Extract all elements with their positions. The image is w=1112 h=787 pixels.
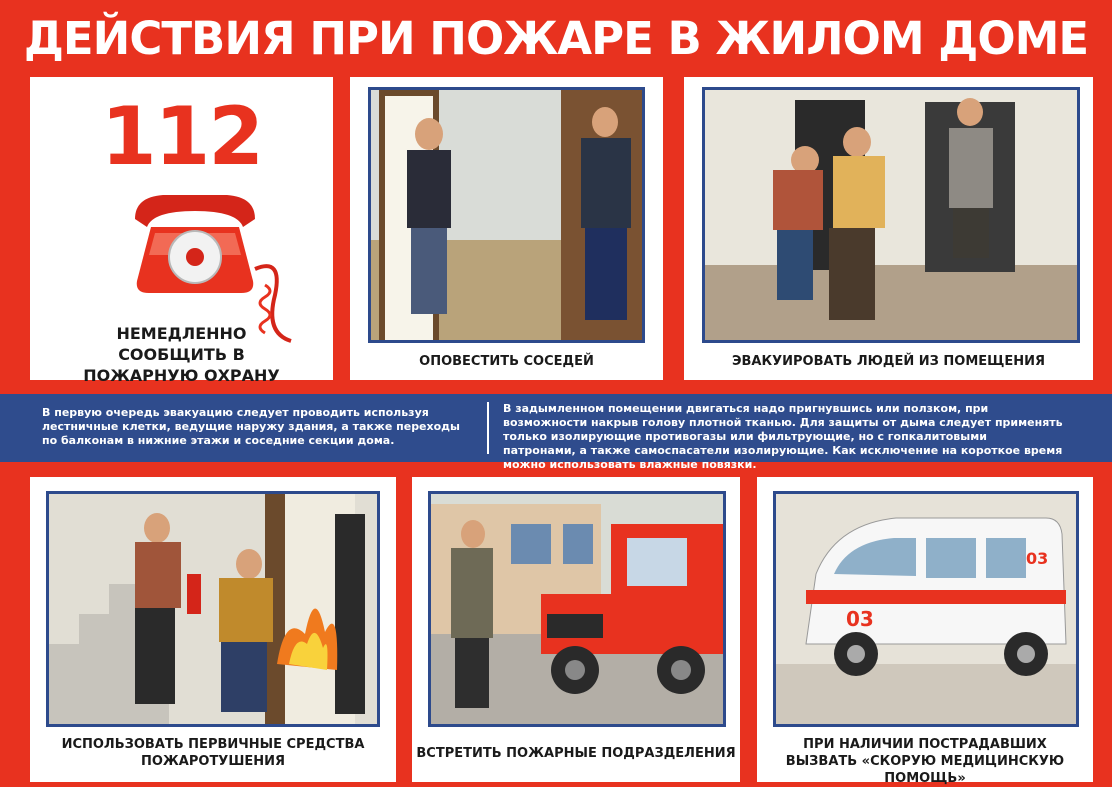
panel-call bbox=[30, 77, 333, 385]
panel-extinguish bbox=[30, 477, 396, 782]
neighbors-scene bbox=[368, 87, 645, 343]
panel-evacuate bbox=[684, 77, 1093, 380]
caption-evacuate: ЭВАКУИРОВАТЬ ЛЮДЕЙ ИЗ ПОМЕЩЕНИЯ bbox=[731, 354, 1046, 369]
extinguisher-scene bbox=[46, 491, 380, 727]
poster-title: ДЕЙСТВИЯ ПРИ ПОЖАРЕ В ЖИЛОМ ДОМЕ bbox=[23, 12, 1089, 65]
caption-meet: ВСТРЕТИТЬ ПОЖАРНЫЕ ПОДРАЗДЕЛЕНИЯ bbox=[416, 746, 736, 761]
ambulance-scene bbox=[773, 491, 1079, 727]
evacuation-scene bbox=[702, 87, 1080, 343]
caption-ambulance: ПРИ НАЛИЧИИ ПОСТРАДАВШИХ ВЫЗВАТЬ «СКОРУЮ МЕДИЦИНСКУЮ ПОМОЩЬ» bbox=[785, 737, 1065, 786]
ambulance-number-front: 03 bbox=[846, 607, 874, 631]
panel-ambulance bbox=[757, 477, 1093, 786]
info-right: В задымленном помещении двигаться надо пригнувшись или ползком, при возможности накрыв голову плотной тканью. Для защиты от дыма следует применять только изолирующие противогазы или фильтрующие, но с гопкалитовыми патронами, а также самоспасатели изолирующие. Как исключение на короткое время можно использовать влажные повязки. bbox=[503, 402, 1063, 471]
caption-neighbors: ОПОВЕСТИТЬ СОСЕДЕЙ bbox=[419, 354, 594, 369]
band-divider bbox=[487, 402, 489, 454]
info-band bbox=[0, 394, 1112, 471]
caption-call: НЕМЕДЛЕННО СООБЩИТЬ В ПОЖАРНУЮ ОХРАНУ bbox=[83, 324, 280, 385]
panel-meet bbox=[412, 477, 740, 782]
ambulance-number-side: 03 bbox=[1026, 549, 1049, 568]
emergency-number: 112 bbox=[101, 90, 262, 183]
info-left: В первую очередь эвакуацию следует проводить используя лестничные клетки, ведущие наружу здания, а также переходы по балконам в нижние этажи и соседние секции дома. bbox=[42, 406, 461, 447]
panel-neighbors bbox=[350, 77, 663, 380]
caption-extinguish: ИСПОЛЬЗОВАТЬ ПЕРВИЧНЫЕ СРЕДСТВА ПОЖАРОТУШЕНИЯ bbox=[61, 737, 365, 769]
fire-truck-scene bbox=[428, 491, 726, 727]
